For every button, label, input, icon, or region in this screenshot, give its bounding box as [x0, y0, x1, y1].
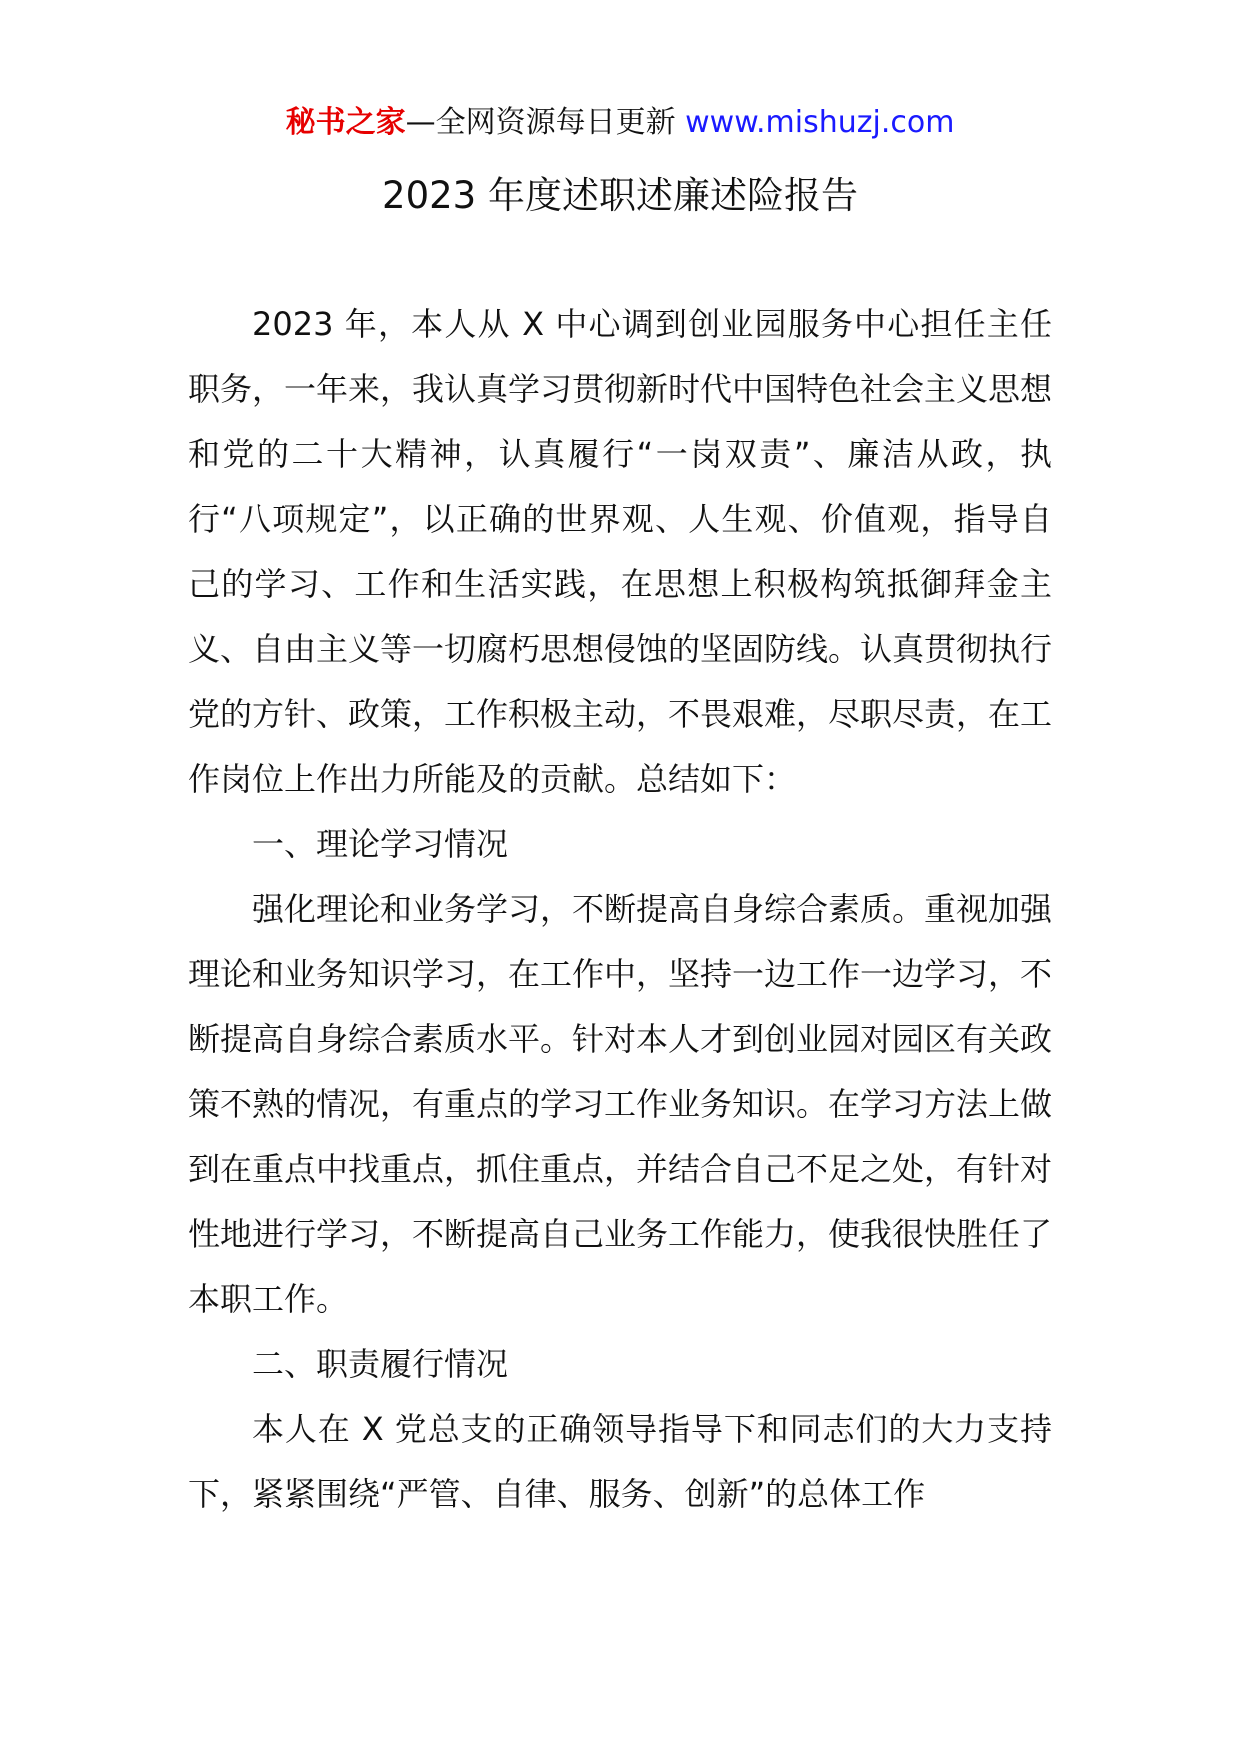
document-title: 2023 年度述职述廉述险报告	[382, 174, 858, 217]
site-banner	[0, 100, 1240, 146]
theory-study-paragraph: 强化理论和业务学习，不断提高自身综合素质。重视加强理论和业务知识学习，在工作中，坚持一边工作一边学习，不断提高自身综合素质水平。针对本人才到创业园对园区有关政策不熟的情况，有重点的学习工作业务知识。在学习方法上做到在重点中找重点，抓住重点，并结合自己不足之处，有针对性地进行学习，不断提高自己业务工作能力，使我很快胜任了本职工作。	[188, 890, 1053, 1318]
brand-name: 秘书之家	[285, 105, 406, 140]
section-heading-theory-study: 一、理论学习情况	[252, 825, 509, 863]
banner-tagline: —全网资源每日更新	[405, 105, 686, 140]
intro-paragraph: 2023 年，本人从 X 中心调到创业园服务中心担任主任职务，一年来，我认真学习贯彻新时代中国特色社会主义思想和党的二十大精神，认真履行“一岗双责”、廉洁从政，执行“八项规定”，以正确的世界观、人生观、价值观，指导自己的学习、工作和生活实践，在思想上积极构筑抵御拜金主义、自由主义等一切腐朽思想侵蚀的坚固防线。认真贯彻执行党的方针、政策，工作积极主动，不畏艰难，尽职尽责，在工作岗位上作出力所能及的贡献。总结如下：	[188, 305, 1053, 798]
document-body	[188, 292, 1052, 1527]
site-url-link[interactable]: www.mishuzj.com	[685, 105, 955, 140]
section-heading-duty-performance: 二、职责履行情况	[252, 1345, 509, 1383]
duty-performance-paragraph: 本人在 X 党总支的正确领导指导下和同志们的大力支持下，紧紧围绕“严管、自律、服务、创新”的总体工作	[188, 1410, 1052, 1513]
